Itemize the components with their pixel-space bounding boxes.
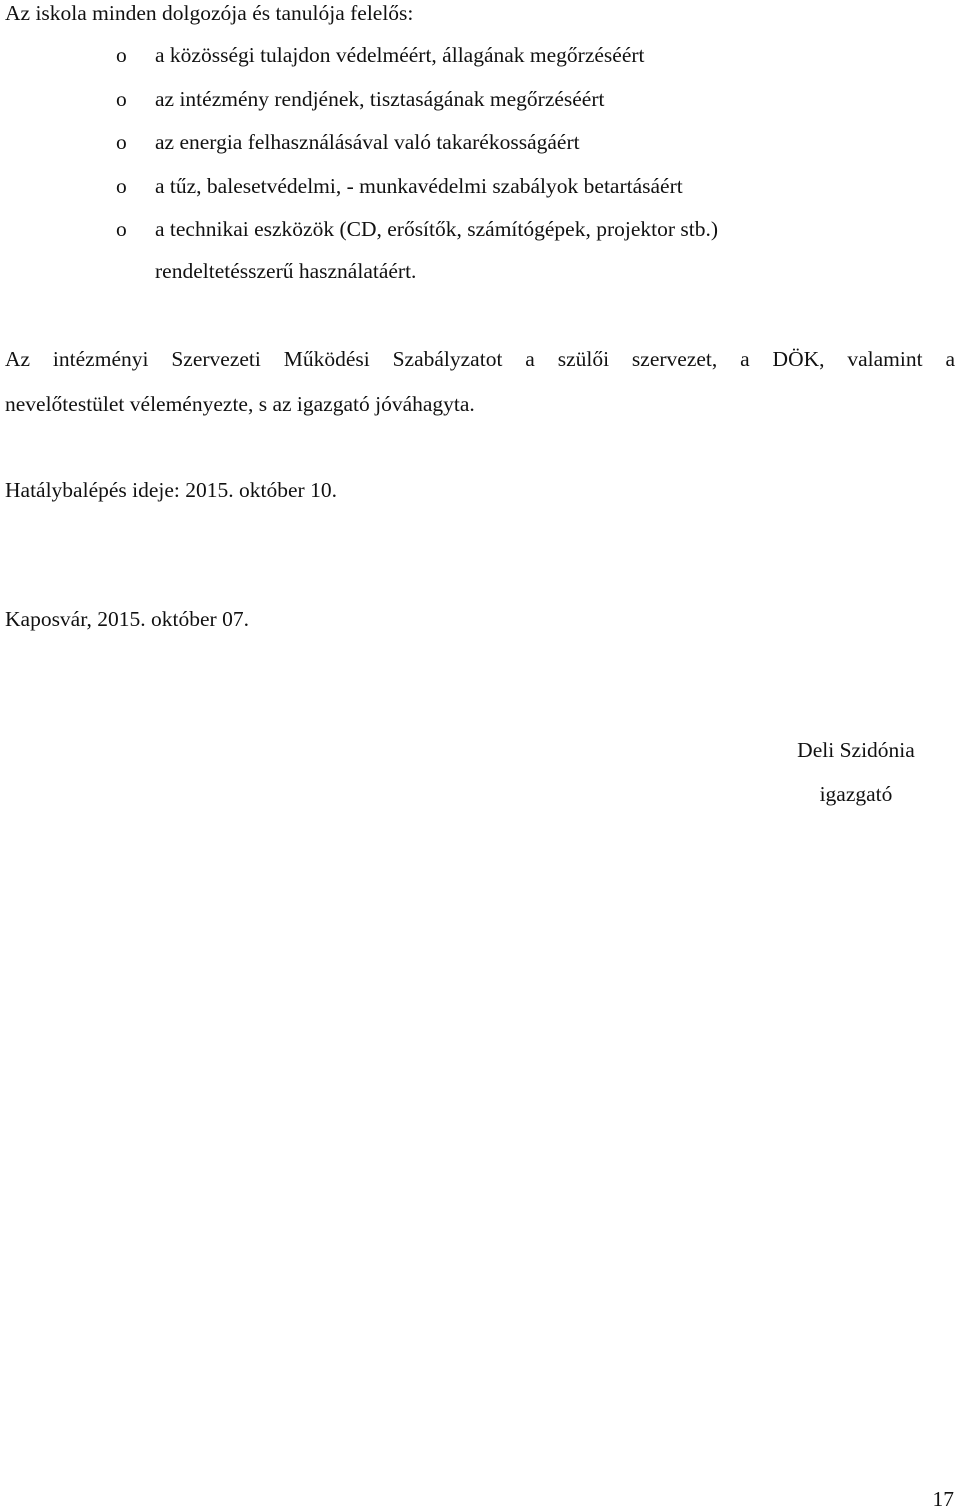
list-item-text: rendeltetésszerű használatáért. — [155, 259, 417, 283]
list-item-text: az intézmény rendjének, tisztaságának megőrzéséért — [155, 87, 605, 111]
signatory-title: igazgató — [819, 782, 893, 806]
list-item — [0, 173, 960, 199]
list-item — [0, 129, 960, 155]
bullet-marker: o — [116, 174, 127, 198]
list-item-text: a közösségi tulajdon védelméért, állagának megőrzéséért — [155, 43, 645, 67]
list-item-text: a tűz, balesetvédelmi, - munkavédelmi szabályok betartásáért — [155, 174, 683, 198]
bullet-marker: o — [116, 217, 127, 241]
paragraph-line: nevelőtestület véleményezte, s az igazgató jóváhagyta. — [5, 392, 475, 416]
list-item-text: az energia felhasználásával való takarékosságáért — [155, 130, 580, 154]
bullet-marker: o — [116, 130, 127, 154]
list-item-text: a technikai eszközök (CD, erősítők, számítógépek, projektor stb.) — [155, 217, 719, 241]
bullet-marker: o — [116, 87, 127, 111]
place-and-date: Kaposvár, 2015. október 07. — [5, 607, 249, 631]
list-item — [0, 42, 960, 68]
list-item-continuation — [0, 258, 960, 284]
list-item — [0, 216, 960, 242]
intro-text: Az iskola minden dolgozója és tanulója felelős: — [5, 1, 414, 25]
signatory-name: Deli Szidónia — [797, 738, 915, 762]
page-number: 17 — [932, 1487, 954, 1511]
list-item — [0, 86, 960, 112]
paragraph-line: Az intézményi Szervezeti Működési Szabályzatot a szülői szervezet, a DÖK, valamint a — [5, 347, 955, 371]
effective-date: Hatálybalépés ideje: 2015. október 10. — [5, 478, 337, 502]
bullet-marker: o — [116, 43, 127, 67]
